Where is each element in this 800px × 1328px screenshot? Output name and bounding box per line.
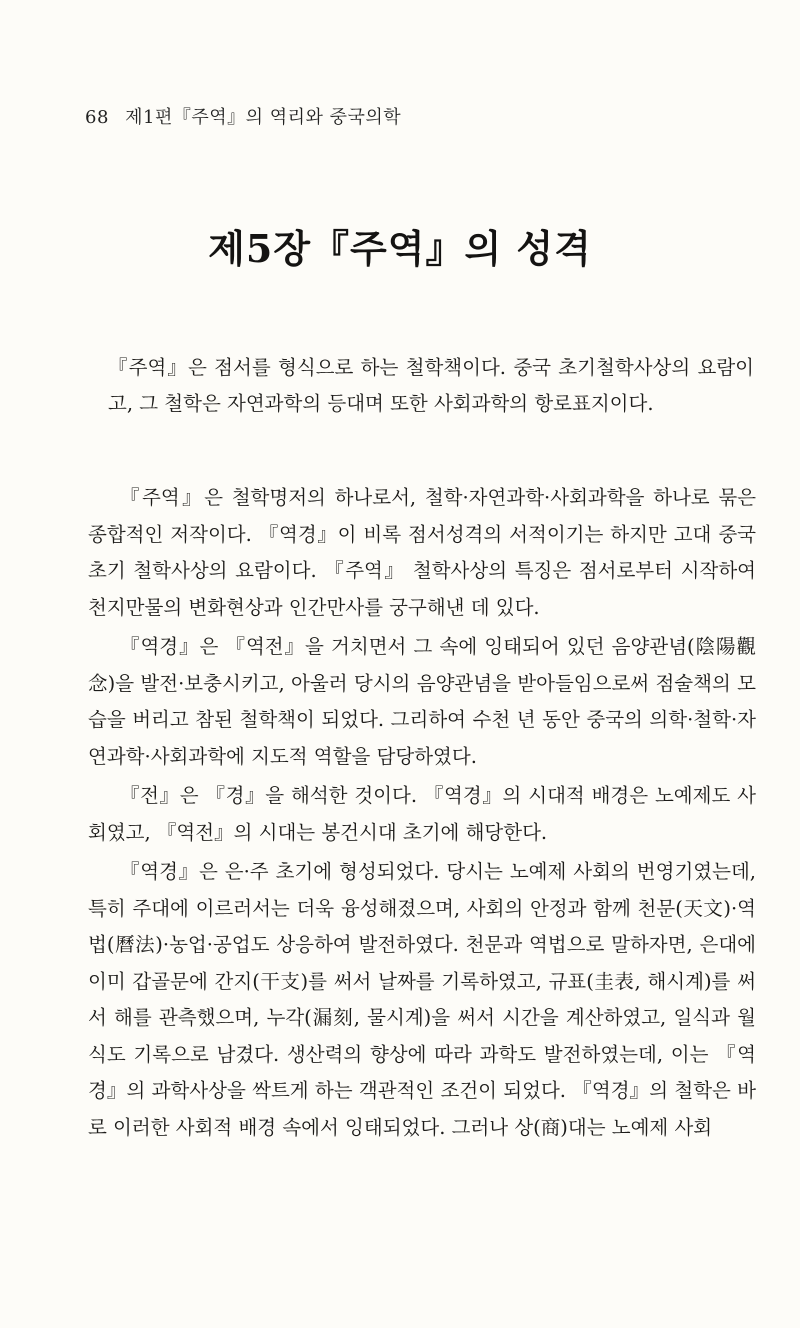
paragraph-1: 『주역』은 철학명저의 하나로서, 철학·자연과학·사회과학을 하나로 묶은 종합적인 저작이다. 『역경』이 비록 점서성격의 서적이기는 하지만 고대 중국 초기 철학사상의 요람이다. 『주역』 철학사상의 특징은 점서로부터 시작하여 천지만물의 변화현상과 인간만사를 궁구해낸 데 있다. <box>88 486 756 619</box>
paragraph-3: 『전』은 『경』을 해석한 것이다. 『역경』의 시대적 배경은 노예제도 사회였고, 『역전』의 시대는 봉건시대 초기에 해당한다. <box>88 784 756 844</box>
abstract-text: 『주역』은 점서를 형식으로 하는 철학책이다. 중국 초기철학사상의 요람이고, 그 철학은 자연과학의 등대며 또한 사회과학의 항로표지이다. <box>108 356 754 415</box>
running-title: 제1편『주역』의 역리와 중국의학 <box>125 107 402 128</box>
chapter-title: 제5장『주역』의 성격 <box>208 226 592 271</box>
paragraph-2: 『역경』은 『역전』을 거치면서 그 속에 잉태되어 있던 음양관념(陰陽觀念)을 발전·보충시키고, 아울러 당시의 음양관념을 받아들임으로써 점술책의 모습을 버리고 참된 철학책이 되었다. 그리하여 수천 년 동안 중국의 의학·철학·자연과학·사회과학에 지도적 역할을 담당하였다. <box>88 635 756 768</box>
paragraph-4: 『역경』은 은·주 초기에 형성되었다. 당시는 노예제 사회의 번영기였는데, 특히 주대에 이르러서는 더욱 융성해졌으며, 사회의 안정과 함께 천문(天文)·역법(曆法)·농업·공업도 상응하여 발전하였다. 천문과 역법으로 말하자면, 은대에 이미 갑골문에 간지(干支)를 써서 날짜를 기록하였고, 규표(圭表, 해시계)를 써서 해를 관측했으며, 누각(漏刻, 물시계)을 써서 시간을 계산하였고, 일식과 월식도 기록으로 남겼다. 생산력의 향상에 따라 과학도 발전하였는데, 이는 『역경』의 과학사상을 싹트게 하는 객관적인 조건이 되었다. 『역경』의 철학은 바로 이러한 사회적 배경 속에서 잉태되었다. 그러나 상(商)대는 노예제 사회 <box>88 860 756 1139</box>
page-number: 68 <box>85 107 109 128</box>
running-header <box>85 103 401 129</box>
chapter-abstract <box>108 350 754 422</box>
body-text <box>88 480 756 1149</box>
